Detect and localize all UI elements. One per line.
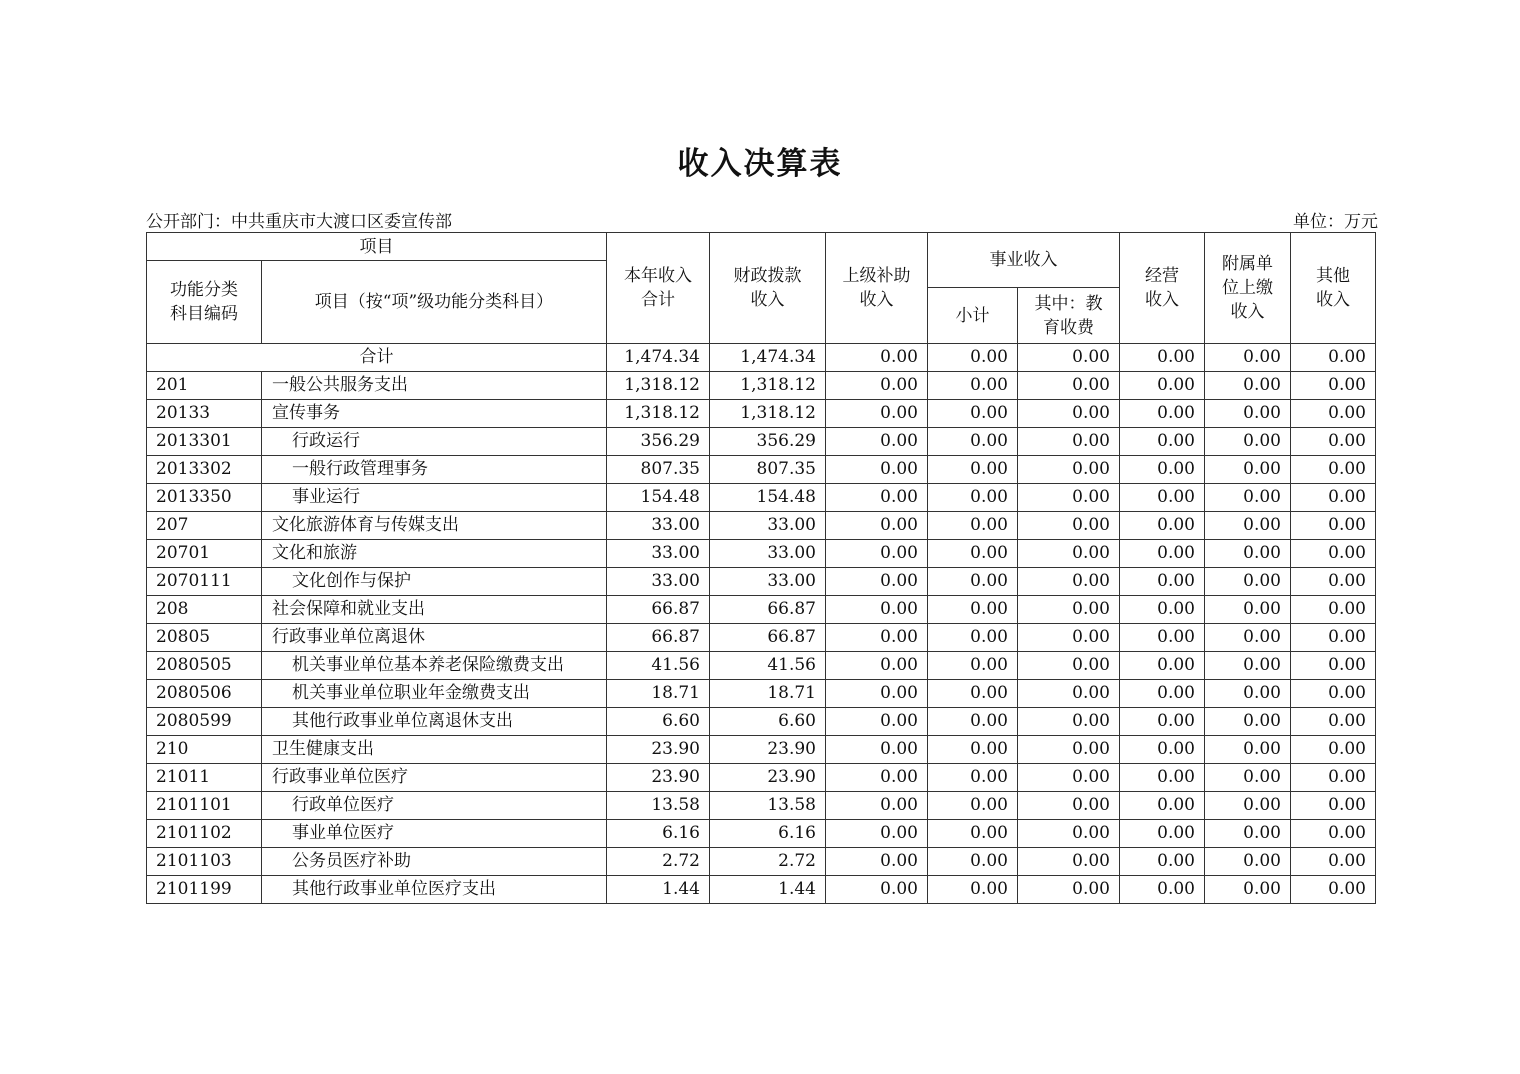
row-code: 2070111 (147, 568, 262, 596)
row-value: 0.00 (1205, 596, 1291, 624)
row-value: 0.00 (1205, 848, 1291, 876)
row-value: 0.00 (1291, 540, 1376, 568)
row-value: 154.48 (710, 484, 826, 512)
row-value: 0.00 (1018, 736, 1120, 764)
header-operating (1120, 233, 1205, 344)
row-value: 0.00 (1018, 876, 1120, 904)
row-value: 0.00 (928, 400, 1018, 428)
row-value: 0.00 (1018, 652, 1120, 680)
row-value: 0.00 (1018, 680, 1120, 708)
row-value: 0.00 (928, 484, 1018, 512)
row-value: 0.00 (1291, 372, 1376, 400)
row-value: 807.35 (710, 456, 826, 484)
row-code: 2101199 (147, 876, 262, 904)
row-value: 0.00 (1018, 456, 1120, 484)
row-code: 2013350 (147, 484, 262, 512)
row-value: 0.00 (1291, 764, 1376, 792)
header-affiliated-text: 附属单位上缴收入 (1222, 254, 1273, 322)
row-code: 2013301 (147, 428, 262, 456)
row-value: 0.00 (928, 596, 1018, 624)
row-value: 0.00 (1120, 848, 1205, 876)
table-row (147, 400, 1376, 428)
header-other (1291, 233, 1376, 344)
row-value: 0.00 (1291, 624, 1376, 652)
total-value: 0.00 (826, 344, 928, 372)
header-affiliated (1205, 233, 1291, 344)
row-value: 0.00 (826, 512, 928, 540)
row-value: 0.00 (1018, 372, 1120, 400)
row-value: 0.00 (826, 876, 928, 904)
total-value: 1,474.34 (607, 344, 710, 372)
header-superior-text: 上级补助收入 (842, 266, 911, 310)
header-superior (826, 233, 928, 344)
row-value: 0.00 (1120, 876, 1205, 904)
table-row (147, 680, 1376, 708)
row-value: 0.00 (1205, 764, 1291, 792)
row-value: 0.00 (826, 736, 928, 764)
row-value: 0.00 (1120, 624, 1205, 652)
table-row (147, 596, 1376, 624)
header-fiscal-text: 财政拨款收入 (733, 266, 802, 310)
row-value: 0.00 (928, 456, 1018, 484)
row-name: 宣传事务 (262, 400, 607, 428)
row-name: 机关事业单位基本养老保险缴费支出 (262, 652, 607, 680)
row-value: 0.00 (1120, 484, 1205, 512)
row-value: 6.16 (710, 820, 826, 848)
row-value: 0.00 (1291, 792, 1376, 820)
income-table (146, 232, 1376, 904)
unit-label: 单位：万元 (1293, 212, 1378, 232)
row-value: 0.00 (928, 624, 1018, 652)
row-value: 1,318.12 (607, 400, 710, 428)
row-value: 0.00 (1205, 540, 1291, 568)
header-code-text: 功能分类科目编码 (170, 280, 238, 324)
row-value: 18.71 (607, 680, 710, 708)
row-name: 事业运行 (262, 484, 607, 512)
table-row (147, 708, 1376, 736)
table-row (147, 624, 1376, 652)
page-title: 收入决算表 (677, 146, 843, 182)
row-code: 20133 (147, 400, 262, 428)
row-value: 0.00 (1291, 820, 1376, 848)
row-value: 0.00 (1205, 568, 1291, 596)
row-value: 1,318.12 (710, 372, 826, 400)
total-label: 合计 (147, 344, 607, 372)
table-row (147, 568, 1376, 596)
row-value: 13.58 (607, 792, 710, 820)
total-row (147, 344, 1376, 372)
row-name: 行政事业单位离退休 (262, 624, 607, 652)
row-value: 1.44 (607, 876, 710, 904)
row-value: 154.48 (607, 484, 710, 512)
header-edu-text: 其中：教育收费 (1034, 293, 1103, 338)
row-name: 一般行政管理事务 (262, 456, 607, 484)
row-value: 0.00 (826, 400, 928, 428)
row-value: 356.29 (607, 428, 710, 456)
row-value: 18.71 (710, 680, 826, 708)
table-row (147, 792, 1376, 820)
row-value: 41.56 (710, 652, 826, 680)
row-code: 2080505 (147, 652, 262, 680)
row-value: 0.00 (928, 792, 1018, 820)
row-value: 0.00 (1018, 848, 1120, 876)
row-code: 2080506 (147, 680, 262, 708)
row-code: 2101103 (147, 848, 262, 876)
department-label: 公开部门：中共重庆市大渡口区委宣传部 (146, 212, 452, 232)
row-value: 0.00 (1120, 652, 1205, 680)
table-row (147, 764, 1376, 792)
table-row (147, 512, 1376, 540)
header-fiscal (710, 233, 826, 344)
row-code: 21011 (147, 764, 262, 792)
row-value: 0.00 (928, 568, 1018, 596)
row-value: 0.00 (1120, 596, 1205, 624)
row-value: 0.00 (1291, 456, 1376, 484)
row-value: 0.00 (1205, 736, 1291, 764)
table-row (147, 736, 1376, 764)
row-value: 0.00 (928, 652, 1018, 680)
header-item: 项目 (147, 233, 607, 261)
row-value: 0.00 (1018, 792, 1120, 820)
row-value: 0.00 (1018, 540, 1120, 568)
row-value: 66.87 (710, 596, 826, 624)
row-value: 0.00 (1291, 568, 1376, 596)
row-name: 其他行政事业单位医疗支出 (262, 876, 607, 904)
row-value: 0.00 (1205, 652, 1291, 680)
row-value: 0.00 (1205, 876, 1291, 904)
row-name: 文化和旅游 (262, 540, 607, 568)
row-value: 0.00 (1120, 428, 1205, 456)
row-code: 2101101 (147, 792, 262, 820)
row-value: 0.00 (1120, 400, 1205, 428)
row-value: 0.00 (1205, 512, 1291, 540)
row-value: 0.00 (826, 820, 928, 848)
table-row (147, 820, 1376, 848)
row-value: 0.00 (826, 568, 928, 596)
row-code: 210 (147, 736, 262, 764)
table-row (147, 540, 1376, 568)
row-value: 23.90 (710, 736, 826, 764)
row-code: 201 (147, 372, 262, 400)
row-name: 行政单位医疗 (262, 792, 607, 820)
row-value: 33.00 (607, 540, 710, 568)
row-value: 0.00 (1120, 512, 1205, 540)
row-value: 6.60 (710, 708, 826, 736)
table-row (147, 456, 1376, 484)
row-value: 0.00 (1018, 512, 1120, 540)
row-value: 0.00 (1205, 624, 1291, 652)
table-row (147, 652, 1376, 680)
row-name: 一般公共服务支出 (262, 372, 607, 400)
row-value: 41.56 (607, 652, 710, 680)
total-value: 0.00 (928, 344, 1018, 372)
row-value: 0.00 (1205, 820, 1291, 848)
total-value: 0.00 (1018, 344, 1120, 372)
row-value: 33.00 (607, 568, 710, 596)
row-value: 0.00 (826, 848, 928, 876)
row-value: 66.87 (710, 624, 826, 652)
row-value: 66.87 (607, 624, 710, 652)
row-name: 行政事业单位医疗 (262, 764, 607, 792)
row-value: 0.00 (1291, 876, 1376, 904)
row-value: 0.00 (928, 876, 1018, 904)
row-value: 0.00 (1291, 428, 1376, 456)
row-name: 公务员医疗补助 (262, 848, 607, 876)
header-total (607, 233, 710, 344)
row-value: 0.00 (1120, 820, 1205, 848)
row-value: 0.00 (1120, 540, 1205, 568)
row-value: 0.00 (1120, 680, 1205, 708)
row-value: 6.60 (607, 708, 710, 736)
total-value: 1,474.34 (710, 344, 826, 372)
total-value: 0.00 (1120, 344, 1205, 372)
row-value: 0.00 (1205, 792, 1291, 820)
row-value: 0.00 (928, 372, 1018, 400)
row-value: 2.72 (710, 848, 826, 876)
row-name: 文化创作与保护 (262, 568, 607, 596)
row-value: 0.00 (928, 512, 1018, 540)
row-value: 0.00 (1291, 596, 1376, 624)
row-value: 0.00 (1291, 708, 1376, 736)
table-row (147, 484, 1376, 512)
row-value: 0.00 (1018, 484, 1120, 512)
row-value: 0.00 (1018, 568, 1120, 596)
header-subtotal: 小计 (928, 288, 1018, 344)
row-value: 6.16 (607, 820, 710, 848)
row-value: 356.29 (710, 428, 826, 456)
total-value: 0.00 (1291, 344, 1376, 372)
row-value: 33.00 (710, 568, 826, 596)
row-name: 机关事业单位职业年金缴费支出 (262, 680, 607, 708)
header-other-text: 其他收入 (1316, 266, 1350, 310)
row-value: 0.00 (1205, 428, 1291, 456)
row-value: 1.44 (710, 876, 826, 904)
row-code: 2101102 (147, 820, 262, 848)
row-name: 卫生健康支出 (262, 736, 607, 764)
row-value: 0.00 (928, 736, 1018, 764)
row-value: 0.00 (1205, 484, 1291, 512)
table-row (147, 428, 1376, 456)
header-name: 项目（按“项”级功能分类科目） (262, 261, 607, 344)
row-value: 0.00 (928, 820, 1018, 848)
row-value: 0.00 (826, 456, 928, 484)
row-value: 0.00 (1018, 596, 1120, 624)
table-row (147, 848, 1376, 876)
row-code: 2080599 (147, 708, 262, 736)
row-value: 1,318.12 (607, 372, 710, 400)
row-value: 0.00 (826, 708, 928, 736)
row-value: 2.72 (607, 848, 710, 876)
table-row (147, 876, 1376, 904)
row-value: 807.35 (607, 456, 710, 484)
row-value: 23.90 (710, 764, 826, 792)
row-value: 33.00 (710, 512, 826, 540)
row-code: 207 (147, 512, 262, 540)
row-value: 0.00 (928, 708, 1018, 736)
row-value: 0.00 (1205, 680, 1291, 708)
row-value: 0.00 (826, 764, 928, 792)
row-code: 208 (147, 596, 262, 624)
row-code: 2013302 (147, 456, 262, 484)
row-name: 社会保障和就业支出 (262, 596, 607, 624)
header-code (147, 261, 262, 344)
row-value: 0.00 (1120, 736, 1205, 764)
row-value: 0.00 (928, 848, 1018, 876)
row-value: 0.00 (1291, 512, 1376, 540)
row-value: 0.00 (1018, 428, 1120, 456)
header-operating-text: 经营收入 (1145, 266, 1179, 310)
row-value: 13.58 (710, 792, 826, 820)
row-value: 0.00 (1120, 792, 1205, 820)
row-value: 0.00 (826, 652, 928, 680)
row-value: 0.00 (1120, 708, 1205, 736)
row-value: 0.00 (1018, 708, 1120, 736)
row-value: 0.00 (1291, 400, 1376, 428)
row-value: 0.00 (826, 540, 928, 568)
row-value: 0.00 (1205, 372, 1291, 400)
row-value: 0.00 (1205, 400, 1291, 428)
row-value: 0.00 (1018, 624, 1120, 652)
row-value: 0.00 (928, 428, 1018, 456)
row-value: 0.00 (928, 764, 1018, 792)
row-value: 0.00 (1205, 456, 1291, 484)
row-value: 0.00 (1018, 400, 1120, 428)
row-value: 33.00 (607, 512, 710, 540)
row-value: 0.00 (1291, 736, 1376, 764)
row-value: 0.00 (928, 680, 1018, 708)
row-value: 0.00 (1018, 764, 1120, 792)
row-value: 0.00 (1120, 372, 1205, 400)
header-business: 事业收入 (928, 233, 1120, 288)
row-name: 行政运行 (262, 428, 607, 456)
row-value: 0.00 (1205, 708, 1291, 736)
row-value: 1,318.12 (710, 400, 826, 428)
row-value: 33.00 (710, 540, 826, 568)
row-value: 0.00 (1291, 848, 1376, 876)
row-name: 其他行政事业单位离退休支出 (262, 708, 607, 736)
row-value: 0.00 (826, 484, 928, 512)
row-value: 0.00 (1291, 652, 1376, 680)
row-value: 0.00 (1291, 680, 1376, 708)
row-value: 0.00 (1120, 456, 1205, 484)
row-value: 0.00 (826, 372, 928, 400)
row-name: 事业单位医疗 (262, 820, 607, 848)
table-row (147, 372, 1376, 400)
row-value: 0.00 (1291, 484, 1376, 512)
row-code: 20805 (147, 624, 262, 652)
total-value: 0.00 (1205, 344, 1291, 372)
header-total-text: 本年收入合计 (624, 266, 692, 310)
row-value: 0.00 (826, 792, 928, 820)
row-value: 0.00 (826, 428, 928, 456)
row-value: 0.00 (1018, 820, 1120, 848)
row-value: 23.90 (607, 736, 710, 764)
row-name: 文化旅游体育与传媒支出 (262, 512, 607, 540)
row-value: 0.00 (826, 624, 928, 652)
row-value: 0.00 (928, 540, 1018, 568)
row-value: 66.87 (607, 596, 710, 624)
report-meta (146, 207, 1378, 231)
row-value: 0.00 (1120, 568, 1205, 596)
row-code: 20701 (147, 540, 262, 568)
row-value: 0.00 (826, 596, 928, 624)
header-edu (1018, 288, 1120, 344)
row-value: 23.90 (607, 764, 710, 792)
row-value: 0.00 (1120, 764, 1205, 792)
row-value: 0.00 (826, 680, 928, 708)
